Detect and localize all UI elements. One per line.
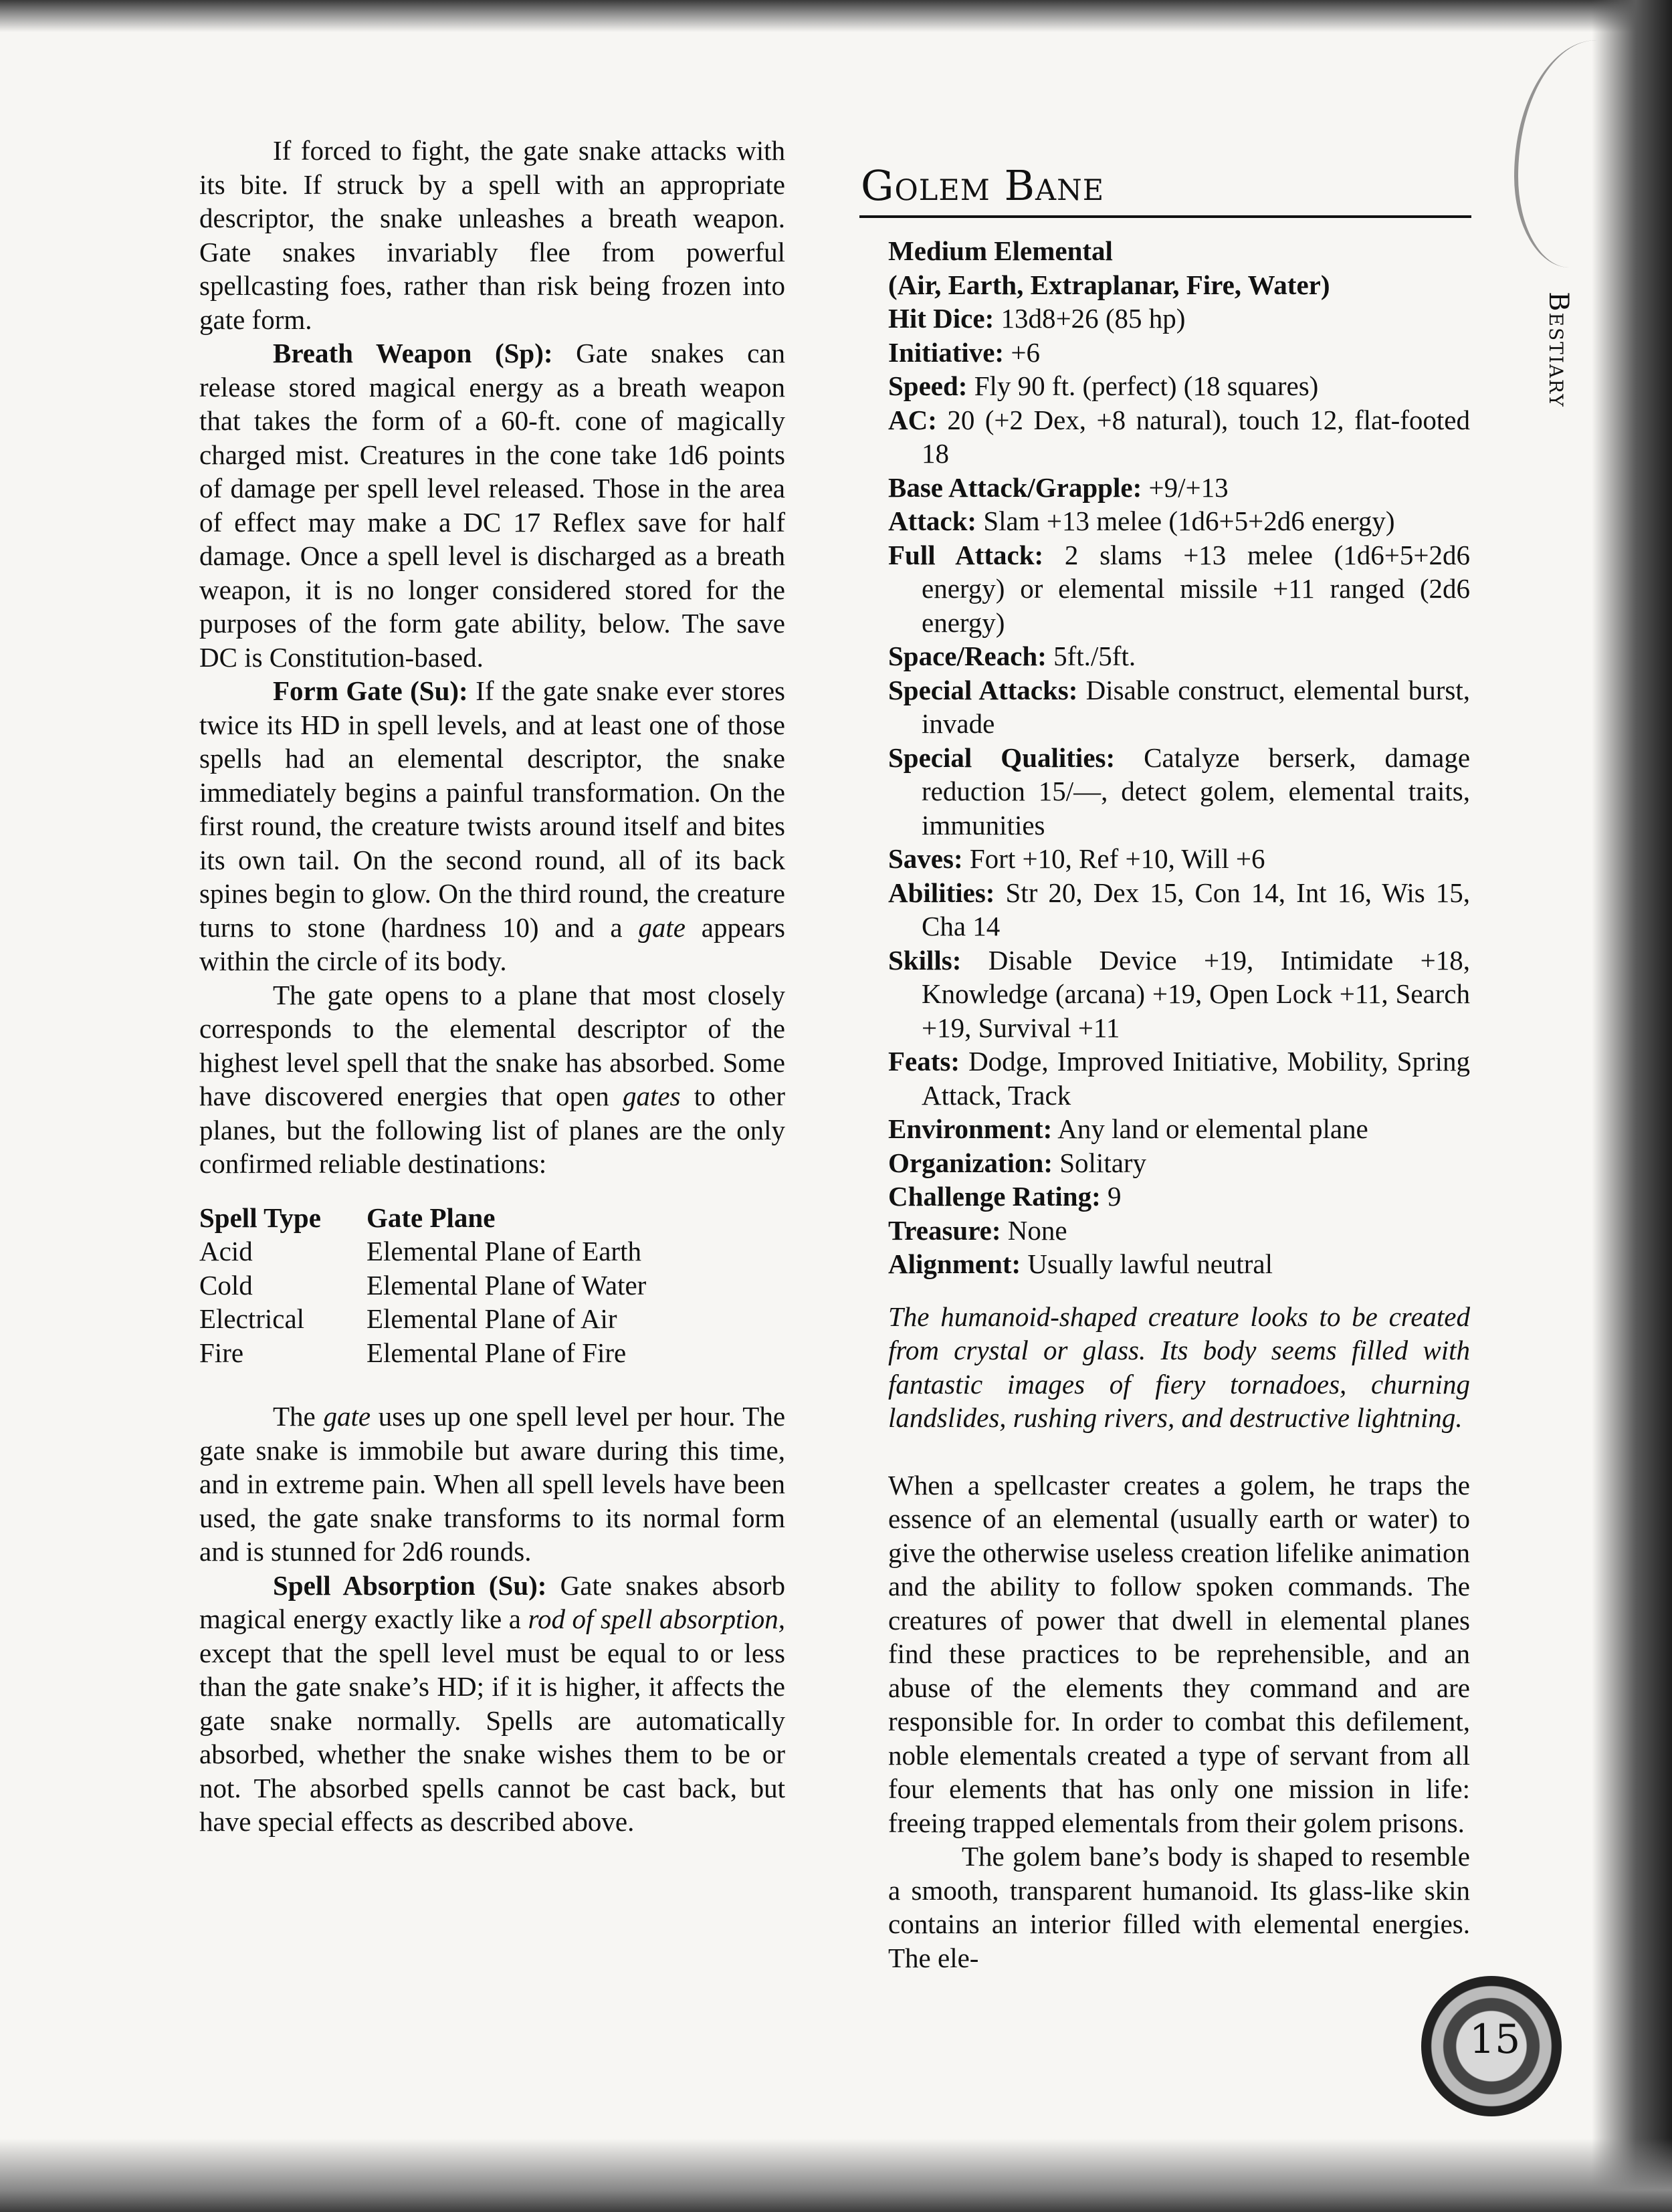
- table-cell: Elemental Plane of Water: [367, 1269, 647, 1301]
- stat-label: Treasure:: [888, 1214, 1001, 1246]
- gate-uses-text-a: The: [273, 1401, 316, 1432]
- stat-value: Usually lawful neutral: [1027, 1248, 1273, 1279]
- stat-value: 2 slams +13 melee (1d6+5+2d6 energy) or elemental missile +11 ranged (2d6 energy): [922, 539, 1471, 638]
- bestiary-side-tab: [1538, 288, 1578, 421]
- stat-label: Abilities:: [888, 877, 995, 908]
- stat-line: [888, 538, 1470, 640]
- stat-subtypes: (Air, Earth, Extraplanar, Fire, Water): [888, 269, 1330, 300]
- table-row: [199, 1336, 646, 1370]
- stat-line: [888, 876, 1470, 944]
- stat-value: Dodge, Improved Initiative, Mobility, Spring Attack, Track: [922, 1046, 1470, 1111]
- stat-value: +6: [1011, 336, 1040, 368]
- gate-uses-text-b: uses up one spell level per hour. The gate snake is immobile but aware during this time, and in extreme pain. When all spell levels have been used, the gate snake transforms to its normal form and is stunned for 2d6 rounds.: [199, 1401, 786, 1567]
- stat-block: [888, 302, 1470, 1281]
- entry-title: Golem Bane: [861, 161, 1105, 210]
- page-curl-decoration: [1514, 40, 1652, 267]
- stat-line: [888, 504, 1470, 538]
- gate-uses-gate-term: gate: [323, 1401, 371, 1432]
- gate-opens-text-b: to other planes, but the following list of planes are the only confirmed reliable destinations:: [199, 1081, 786, 1179]
- stat-line: [888, 1112, 1470, 1146]
- stat-line: [888, 1180, 1470, 1214]
- table-header-row: [199, 1201, 646, 1235]
- table-cell: Fire: [199, 1337, 244, 1368]
- stat-label: Full Attack:: [888, 539, 1044, 570]
- stat-line: [888, 1044, 1470, 1112]
- left-column: [199, 134, 785, 1839]
- golem-bane-body-paragraph-1: When a spellcaster creates a golem, he traps the essence of an elemental (usually earth or water) to give the otherwise useless creation lifelike animation and the ability to follow spoken commands. The creatures of power that dwell in elemental planes find these practices to be reprehensible, and an abuse of the elements they command and are responsible for. In order to combat this defilement, noble elementals created a type of servant from all four elements that has only one mission in life: freeing trapped elementals from their golem prisons.: [888, 1469, 1470, 1838]
- torn-bottom-edge: [0, 2138, 1672, 2212]
- table-cell: Cold: [199, 1269, 253, 1301]
- stat-value: None: [1007, 1214, 1067, 1246]
- stat-line: [888, 471, 1470, 505]
- stat-line: [888, 1146, 1470, 1180]
- torn-top-edge: [0, 0, 1672, 32]
- title-underline: [859, 215, 1471, 218]
- breath-weapon-paragraph: [199, 336, 785, 674]
- stat-line: [888, 741, 1470, 843]
- torn-right-edge: [1592, 0, 1672, 2212]
- table-cell: Elemental Plane of Air: [367, 1303, 617, 1334]
- form-gate-label: Form Gate (Su):: [273, 675, 468, 706]
- stat-line: [888, 1247, 1470, 1281]
- table-header-gate-plane: Gate Plane: [367, 1202, 496, 1233]
- form-gate-text-b: appears within the circle of its body.: [199, 911, 785, 976]
- side-tab-label: Bestiary: [1543, 292, 1574, 408]
- stat-label: Hit Dice:: [888, 303, 995, 334]
- table-cell: Electrical: [199, 1303, 305, 1334]
- stat-value: Str 20, Dex 15, Con 14, Int 16, Wis 15, Cha 14: [922, 877, 1470, 942]
- table-cell: Acid: [199, 1236, 253, 1266]
- stat-value: 20 (+2 Dex, +8 natural), touch 12, flat-footed 18: [922, 404, 1471, 469]
- entry-title-block: [859, 159, 1471, 218]
- table-row: [199, 1302, 646, 1336]
- fight-paragraph: If forced to fight, the gate snake attacks with its bite. If struck by a spell with an appropriate descriptor, the snake unleashes a breath weapon. Gate snakes invariably flee from powerful spellcasting foes, rather than risk being frozen into gate form.: [199, 135, 785, 335]
- spell-absorption-text-a: Gate snakes absorb magical energy exactly like a: [199, 1569, 785, 1634]
- stat-value: Any land or elemental plane: [1057, 1113, 1368, 1144]
- stat-value: Disable Device +19, Intimidate +18, Knowledge (arcana) +19, Open Lock +11, Search +19, Survival +11: [922, 944, 1470, 1043]
- stat-line: [888, 403, 1470, 471]
- form-gate-paragraph: [199, 674, 785, 978]
- gate-opens-text-a: The gate opens to a plane that most closely corresponds to the elemental descriptor of the highest level spell that the snake has absorbed. Some have discovered energies that open: [199, 979, 785, 1111]
- stat-label: Attack:: [888, 506, 977, 536]
- breath-weapon-label: Breath Weapon (Sp):: [273, 338, 553, 368]
- stat-line: [888, 302, 1470, 336]
- stat-label: Skills:: [888, 944, 962, 976]
- flavor-text: The humanoid-shaped creature looks to be created from crystal or glass. Its body seems filled with fantastic images of fiery tornadoes, churning landslides, rushing rivers, and destructive lightning.: [888, 1301, 1470, 1433]
- stat-label: Organization:: [888, 1147, 1053, 1178]
- stat-line: [888, 673, 1470, 741]
- gate-plane-table: [199, 1201, 646, 1370]
- stat-value: 5ft./5ft.: [1053, 641, 1136, 671]
- golem-bane-body-paragraph-2: The golem bane’s body is shaped to resemble a smooth, transparent humanoid. Its glass-like skin contains an interior filled with elemental energies. The ele-: [888, 1841, 1470, 1973]
- stat-label: Challenge Rating:: [888, 1181, 1101, 1212]
- gate-uses-paragraph: [199, 1400, 785, 1569]
- stat-label: Alignment:: [888, 1248, 1021, 1279]
- form-gate-text-a: If the gate snake ever stores twice its HD in spell levels, and at least one of those spells had an elemental descriptor, the snake immediately begins a painful transformation. On the first round, the creature twists around itself and bites its own tail. On the second round, all of its back spines begin to glow. On the third round, the creature turns to stone (hardness 10) and a: [199, 675, 785, 943]
- stat-value: Slam +13 melee (1d6+5+2d6 energy): [983, 506, 1395, 536]
- table-cell: Elemental Plane of Fire: [367, 1337, 627, 1368]
- table-row: [199, 1234, 646, 1268]
- stat-label: Space/Reach:: [888, 641, 1047, 671]
- stat-label: Base Attack/Grapple:: [888, 471, 1142, 503]
- spell-absorption-paragraph: [199, 1569, 785, 1839]
- table-cell: Elemental Plane of Earth: [367, 1236, 641, 1266]
- stat-value: Fort +10, Ref +10, Will +6: [969, 843, 1265, 874]
- stat-label: Initiative:: [888, 336, 1005, 368]
- gate-opens-paragraph: [199, 978, 785, 1181]
- stat-line: [888, 336, 1470, 370]
- stat-label: Feats:: [888, 1046, 960, 1077]
- stat-label: Speed:: [888, 370, 968, 401]
- stat-size-type: Medium Elemental: [888, 235, 1113, 266]
- stat-value: 9: [1108, 1181, 1122, 1212]
- stat-line: [888, 369, 1470, 403]
- table-header-spell-type: Spell Type: [199, 1202, 321, 1233]
- table-row: [199, 1268, 646, 1303]
- stat-label: Environment:: [888, 1113, 1053, 1144]
- stat-value: Disable construct, elemental burst, invade: [922, 674, 1470, 739]
- stat-label: Special Attacks:: [888, 674, 1078, 705]
- stat-value: Catalyze berserk, damage reduction 15/—, detect golem, elemental traits, immunities: [922, 742, 1471, 841]
- breath-weapon-text: Gate snakes can release stored magical energy as a breath weapon that takes the form of a 60-ft. cone of magically charged mist. Creatures in the cone take 1d6 points of damage per spell level released. Those in the area of effect may make a DC 17 Reflex save for half damage. Once a spell level is discharged as a breath weapon, it is no longer considered stored for the purposes of the form gate ability, below. The save DC is Constitution-based.: [199, 338, 785, 673]
- right-column: [888, 234, 1470, 1975]
- stat-value: +9/+13: [1148, 471, 1229, 503]
- spell-absorption-text-b: except that the spell level must be equal to or less than the gate snake’s HD; if it is higher, it affects the gate snake normally. Spells are automatically absorbed, whether the snake wishes them to be or not. The absorbed spells cannot be cast back, but have special effects as described above.: [199, 1637, 785, 1837]
- stat-label: Special Qualities:: [888, 742, 1116, 773]
- stat-value: Solitary: [1059, 1147, 1147, 1178]
- spell-absorption-label: Spell Absorption (Su):: [273, 1569, 547, 1601]
- gate-opens-gates-term: gates: [622, 1081, 681, 1111]
- stat-line: [888, 944, 1470, 1045]
- stat-value: Fly 90 ft. (perfect) (18 squares): [974, 370, 1319, 401]
- stat-value: 13d8+26 (85 hp): [1001, 303, 1186, 334]
- stat-line: [888, 1214, 1470, 1248]
- stat-label: AC:: [888, 404, 937, 435]
- stat-label: Saves:: [888, 843, 963, 874]
- spell-absorption-rod-term: rod of spell absorption,: [528, 1603, 785, 1634]
- page-number: 15: [1469, 2016, 1521, 2063]
- stat-line: [888, 842, 1470, 876]
- form-gate-gate-term: gate: [638, 911, 686, 943]
- stat-line: [888, 639, 1470, 673]
